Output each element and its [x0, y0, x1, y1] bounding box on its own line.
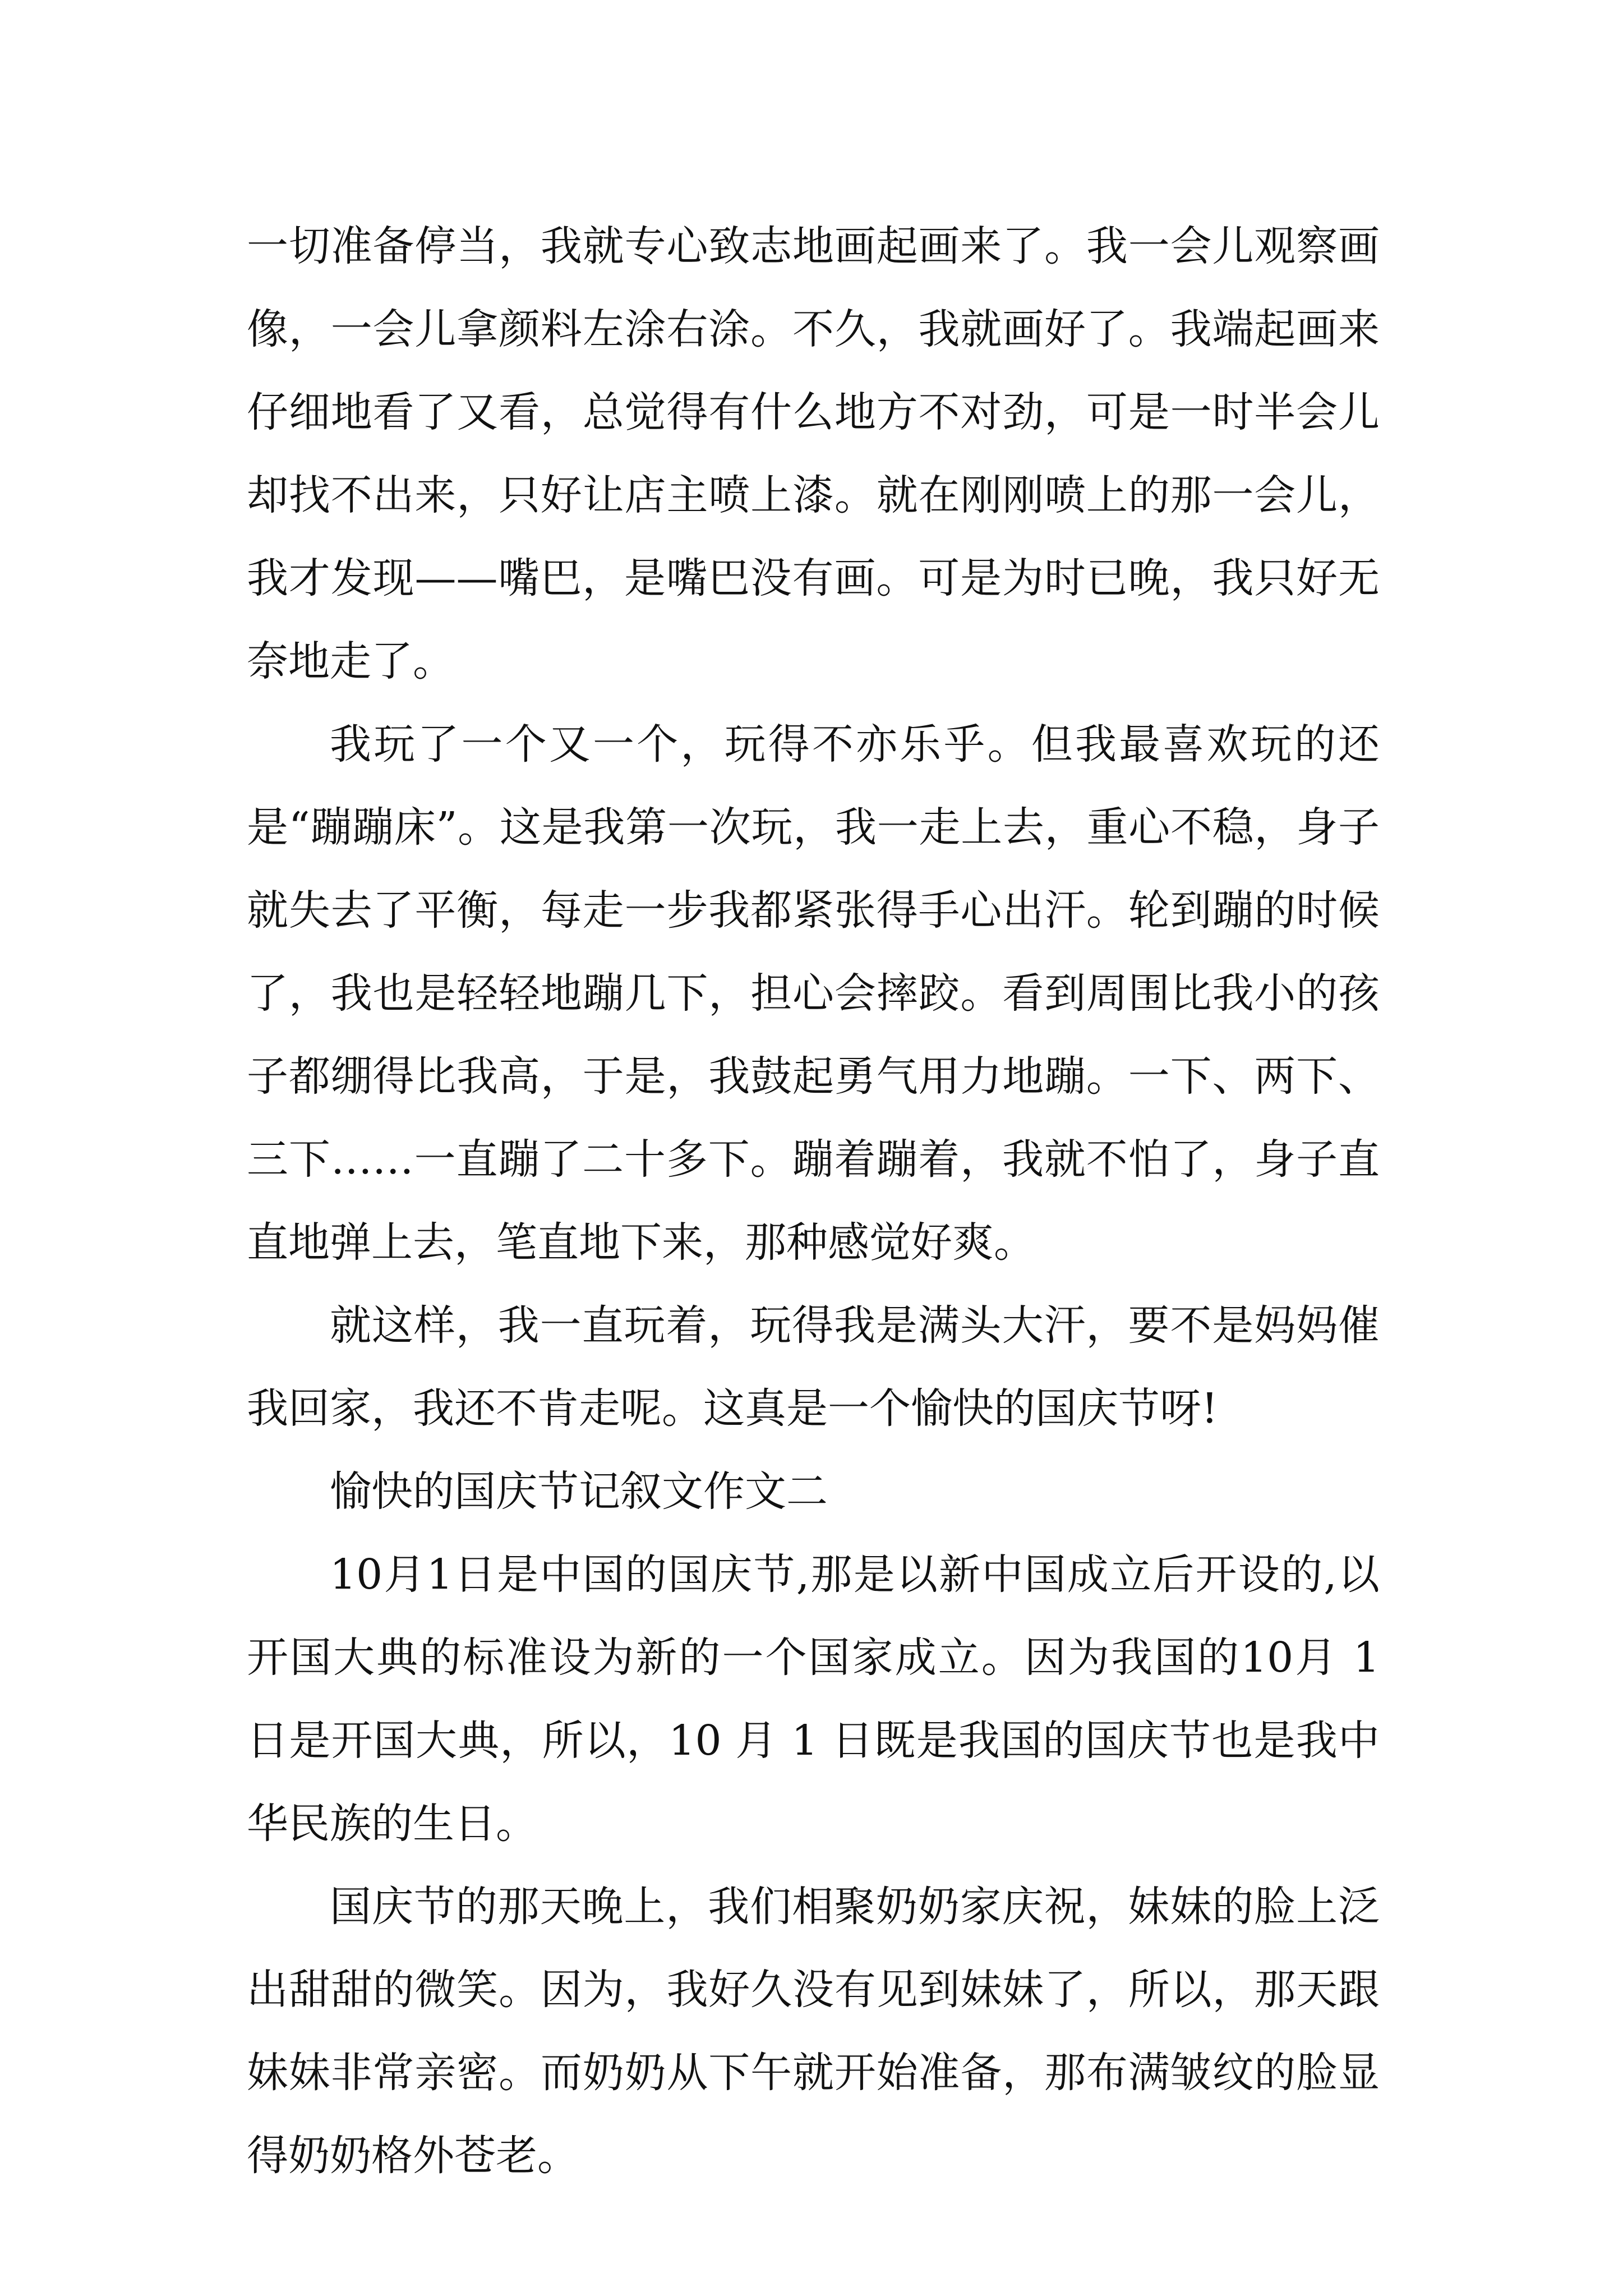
paragraph-drawing: 一切准备停当，我就专心致志地画起画来了。我一会儿观察画像，一会儿拿颜料左涂右涂。不久，我就画好了。我端起画来仔细地看了又看，总觉得有什么地方不对劲，可是一时半会儿却找不出来，只好让店主喷上漆。就在刚刚喷上的那一会儿，我才发现——嘴巴，是嘴巴没有画。可是为时已晚，我只好无奈地走了。	[247, 222, 1380, 685]
paragraph-ending: 就这样，我一直玩着，玩得我是满头大汗，要不是妈妈催我回家，我还不肯走呢。这真是一个愉快的国庆节呀!	[247, 1301, 1380, 1433]
document-body	[247, 205, 1380, 2197]
paragraph-national-day: 10月1日是中国的国庆节,那是以新中国成立后开设的,以开国大典的标准设为新的一个国家成立。因为我国的10月 1 日是开国大典，所以，10 月 1 日既是我国的国庆节也是我中华民族的生日。	[247, 1550, 1380, 1848]
paragraph-trampoline: 我玩了一个又一个，玩得不亦乐乎。但我最喜欢玩的还是“蹦蹦床”。这是我第一次玩，我一走上去，重心不稳，身子就失去了平衡，每走一步我都紧张得手心出汗。轮到蹦的时候了，我也是轻轻地蹦几下，担心会摔跤。看到周围比我小的孩子都绷得比我高，于是，我鼓起勇气用力地蹦。一下、两下、三下……一直蹦了二十多下。蹦着蹦着，我就不怕了，身子直直地弹上去，笔直地下来，那种感觉好爽。	[247, 720, 1380, 1267]
essay-heading: 愉快的国庆节记叙文作文二	[330, 1467, 828, 1516]
paragraph-grandma-house: 国庆节的那天晚上，我们相聚奶奶家庆祝，妹妹的脸上泛出甜甜的微笑。因为，我好久没有见到妹妹了，所以，那天跟妹妹非常亲密。而奶奶从下午就开始准备，那布满皱纹的脸显得奶奶格外苍老。	[247, 1883, 1380, 2180]
